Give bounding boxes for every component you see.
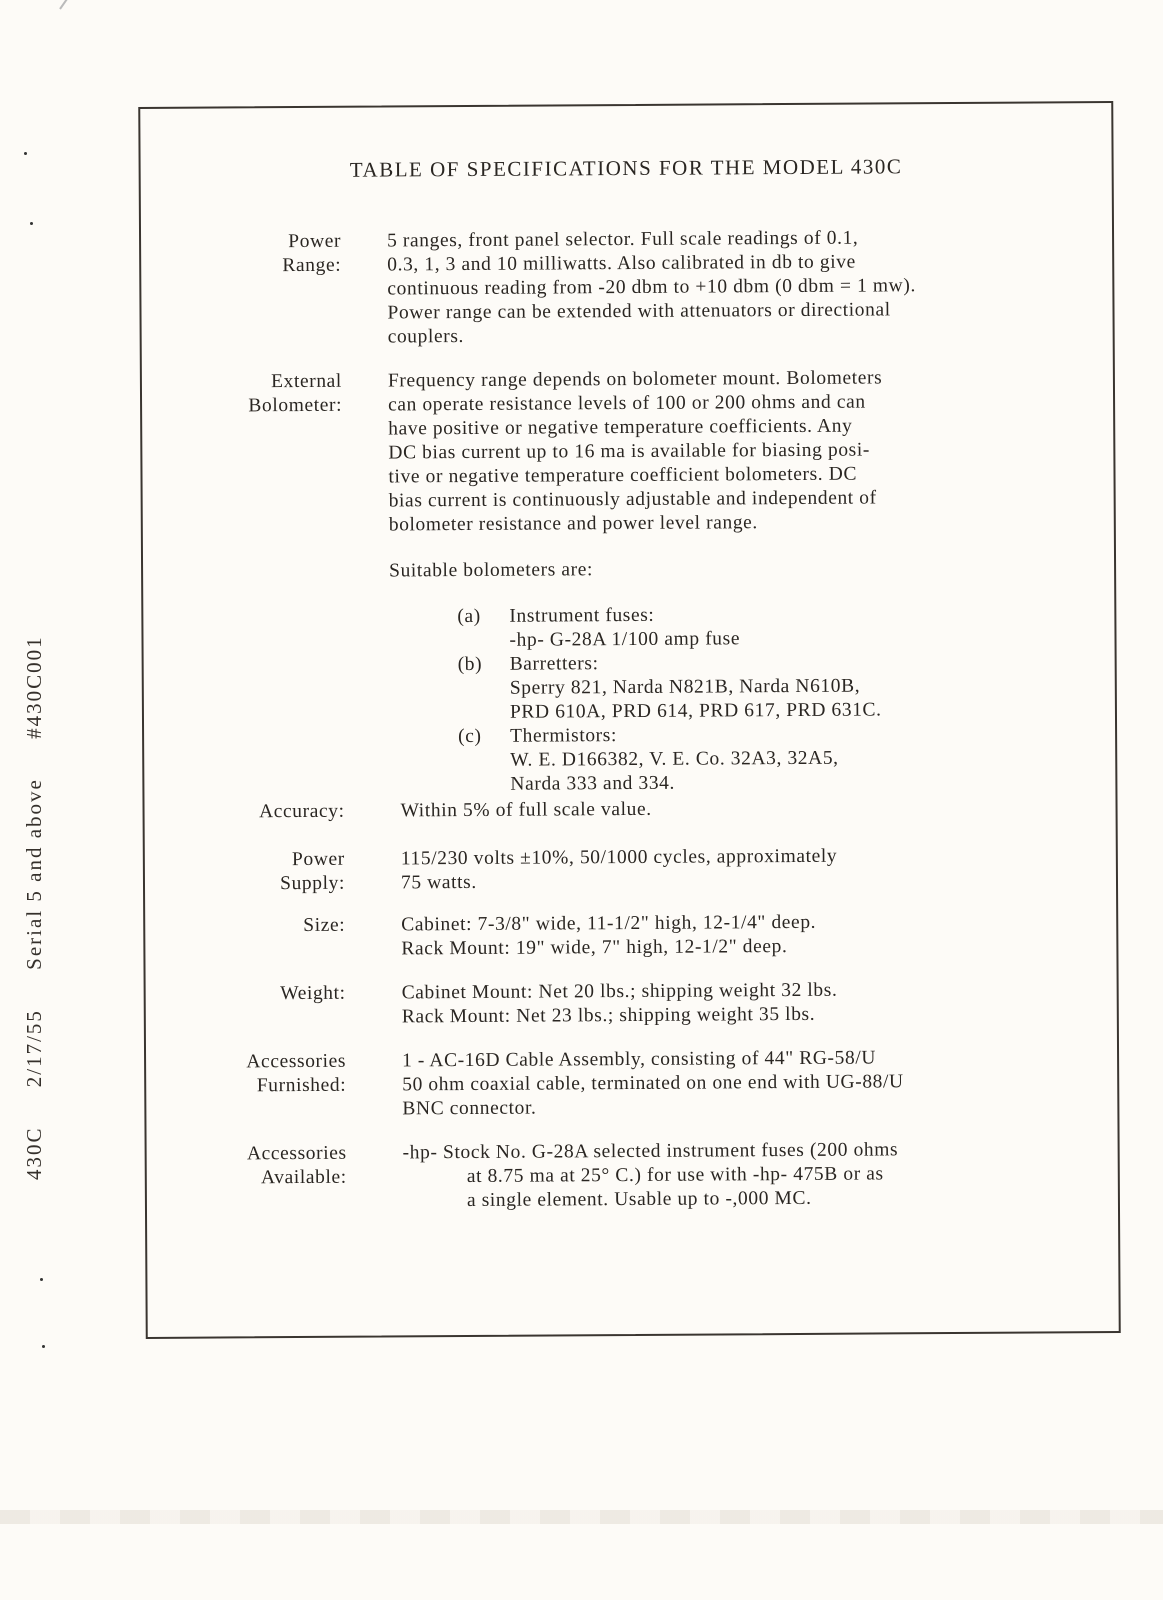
spec-label: Power Range:: [282, 230, 342, 277]
spec-value: Within 5% of full scale value.: [400, 798, 652, 822]
spec-accessories-furnished: [146, 1045, 1117, 1120]
bolometer-list: [457, 601, 1110, 797]
side-model: 430C: [22, 1126, 46, 1180]
speck: [24, 152, 27, 155]
side-number: #430C001: [22, 635, 46, 739]
spec-value: -hp- Stock No. G-28A selected instrument fuses (200 ohms at 8.75 ma at 25° C.) for use with -hp- 475B or as a single element. Usable up to -,000 MC.: [402, 1139, 899, 1212]
spec-value: 1 - AC-16D Cable Assembly, consisting of 44" RG-58/U 50 ohm coaxial cable, terminated on one end with UG-88/U BNC connector.: [402, 1047, 904, 1120]
spec-label: Accessories Furnished:: [246, 1050, 347, 1097]
spec-label: Accessories Available:: [246, 1142, 347, 1189]
spec-accessories-available: [147, 1137, 1118, 1212]
page-bottom-edge: [0, 1510, 1163, 1524]
speck: [40, 1278, 43, 1281]
spec-power-range: [141, 225, 1112, 348]
spec-power-supply: [145, 843, 1116, 895]
spec-table-frame: [138, 101, 1121, 1339]
side-annotation: [22, 603, 47, 1180]
speck: [30, 222, 33, 225]
suitable-heading: Suitable bolometers are:: [389, 559, 594, 582]
spec-label: Weight:: [280, 982, 346, 1005]
page-corner-mark: [59, 0, 84, 10]
spec-value: 115/230 volts ±10%, 50/1000 cycles, approximately 75 watts.: [400, 845, 838, 894]
spec-value: 5 ranges, front panel selector. Full scale readings of 0.1, 0.3, 1, 3 and 10 milliwatts. Also calibrated in db to give continuous reading from -20 dbm to +10 dbm (0 dbm = 1 mw). Power range can be extended with attenuators or directional couplers.: [387, 227, 916, 348]
speck: [42, 1345, 45, 1348]
list-item: (c) Thermistors: W. E. D166382, V. E. Co. 32A3, 32A5, Narda 333 and 334.: [458, 725, 839, 795]
spec-value: Frequency range depends on bolometer mount. Bolometers can operate resistance levels of 100 or 200 ohms and can have positive or negative temperature coefficients. Any DC bias current up to 16 ma is available for biasing posi- tive or negative temperature coefficient bolometers. DC bias current is continuously adjustable and independent of bolometer resistance and power level range. Suitable bolometers are: (a) Instrument fuses: -hp- G-28A 1/100 amp fuse (b) Barretters: Sperry 821, Narda N821B, Narda N610B, PRD 610A, PRD 614, PRD 617, PRD 631C. (c) Thermistors: W. E. D166382, V. E. Co. 32A3, 32A5, Narda 333 and 334.: [388, 365, 1111, 797]
spec-label: Power Supply:: [280, 848, 346, 895]
page-title: TABLE OF SPECIFICATIONS FOR THE MODEL 430C: [349, 154, 903, 182]
spec-value: Cabinet Mount: Net 20 lbs.; shipping weight 32 lbs. Rack Mount: Net 23 lbs.; shipping weight 35 lbs.: [401, 979, 838, 1028]
spec-size: [145, 909, 1116, 960]
spec-value: Cabinet: 7-3/8" wide, 11-1/2" high, 12-1/4" deep. Rack Mount: 19" wide, 7" high, 12-1/2" deep.: [401, 911, 817, 960]
side-date: 2/17/55: [22, 1009, 46, 1088]
spec-weight: [146, 977, 1117, 1028]
list-item: (a) Instrument fuses: -hp- G-28A 1/100 amp fuse: [457, 604, 741, 651]
side-serial: Serial 5 and above: [22, 778, 46, 970]
spec-label: External Bolometer:: [248, 370, 343, 417]
spec-label: Size:: [303, 914, 346, 936]
spec-label: Accuracy:: [258, 800, 345, 823]
spec-external-bolometer: [142, 365, 1113, 795]
list-item: (b) Barretters: Sperry 821, Narda N821B, Narda N610B, PRD 610A, PRD 614, PRD 617, PRD 631C.: [457, 653, 882, 723]
